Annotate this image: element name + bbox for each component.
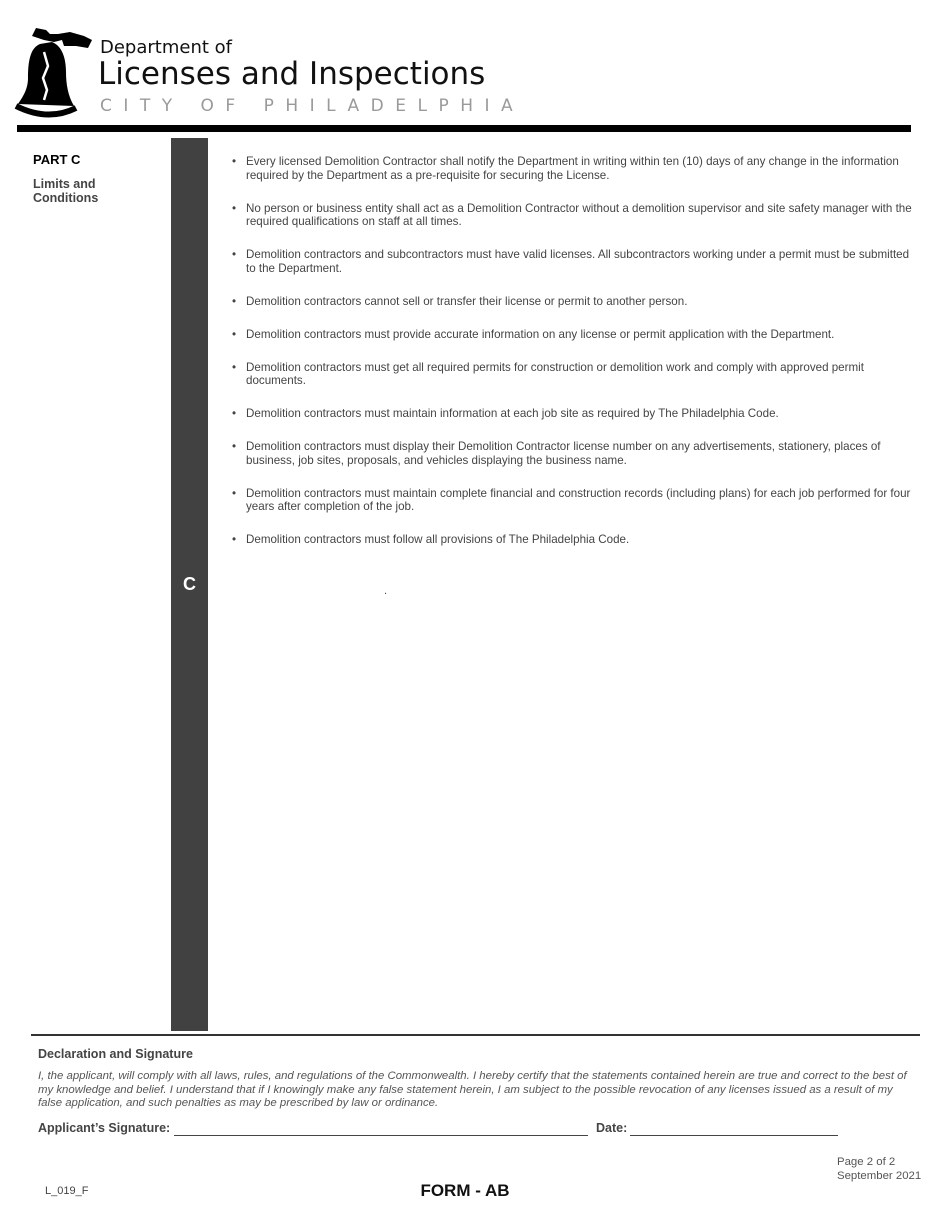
date-field[interactable] [630, 1135, 838, 1136]
list-item: • Demolition contractors must maintain information at each job site as required by The Philadelphia Code. [232, 407, 779, 420]
list-item: • Demolition contractors cannot sell or transfer their license or permit to another person. [232, 294, 688, 308]
signature-label: Applicant’s Signature: [38, 1121, 171, 1135]
form-code: L_019_F [45, 1185, 89, 1197]
header-rule [17, 125, 911, 132]
declaration-text: I, the applicant, will comply with all laws, rules, and regulations of the Commonwealth. I hereby certify that the statements contained herein are true and correct to the best of my knowledge and belief. I understand that if I knowingly make any false statement herein, I am subject to the possible revocation of any licenses issued as a result of my false application, and such penalties as may be prescribed by law or ordinance. [38, 1070, 907, 1109]
conditions-list [232, 155, 912, 566]
form-revision-date: September 2021 [837, 1170, 922, 1182]
declaration-rule [31, 1034, 920, 1036]
declaration-title: Declaration and Signature [38, 1047, 193, 1061]
part-letter: C [183, 574, 196, 594]
list-item: • Demolition contractors must follow all provisions of The Philadelphia Code. [232, 533, 630, 546]
bullet-icon: • [232, 294, 237, 308]
bullet-icon: • [232, 327, 237, 341]
bullet-icon: • [232, 201, 237, 215]
bullet-icon: • [232, 486, 237, 500]
part-subtitle: Limits and Conditions [33, 177, 99, 205]
bullet-icon: • [232, 440, 237, 453]
stray-mark: . [384, 585, 388, 597]
list-item: • Every licensed Demolition Contractor shall notify the Department in writing within ten (10) days of any change in the information required by the Department as a pre-requisite for securing the License. [232, 155, 899, 182]
signature-field[interactable] [174, 1135, 588, 1136]
liberty-bell-icon [14, 26, 94, 118]
department-name: Licenses and Inspections [98, 56, 486, 92]
list-item: • No person or business entity shall act as a Demolition Contractor without a demolition supervisor and site safety manager with the required qualifications on staff at all times. [232, 201, 912, 228]
bullet-icon: • [232, 155, 237, 168]
list-item: • Demolition contractors must provide accurate information on any license or permit application with the Department. [232, 327, 835, 341]
page-info [837, 1155, 921, 1183]
list-item: • Demolition contractors must get all required permits for construction or demolition work and comply with approved permit documents. [232, 360, 864, 387]
list-item: • Demolition contractors and subcontractors must have valid licenses. All subcontractors working under a permit must be submitted to the Department. [232, 248, 910, 275]
city-name: CITY OF PHILADELPHIA [100, 96, 525, 116]
date-label: Date: [596, 1121, 628, 1135]
bullet-icon: • [232, 248, 237, 261]
bullet-icon: • [232, 360, 237, 374]
form-title: FORM - AB [420, 1181, 510, 1200]
list-item: • Demolition contractors must maintain complete financial and construction records (including plans) for each job performed for four years after completion of the job. [232, 486, 911, 513]
department-prefix: Department of [100, 37, 232, 58]
bullet-icon: • [232, 407, 237, 420]
part-title: PART C [33, 152, 81, 167]
list-item: • Demolition contractors must display their Demolition Contractor license number on any advertisements, stationery, places of business, job sites, proposals, and vehicles displaying the business name. [232, 440, 881, 467]
page-number: Page 2 of 2 [837, 1156, 896, 1168]
bullet-icon: • [232, 533, 237, 546]
